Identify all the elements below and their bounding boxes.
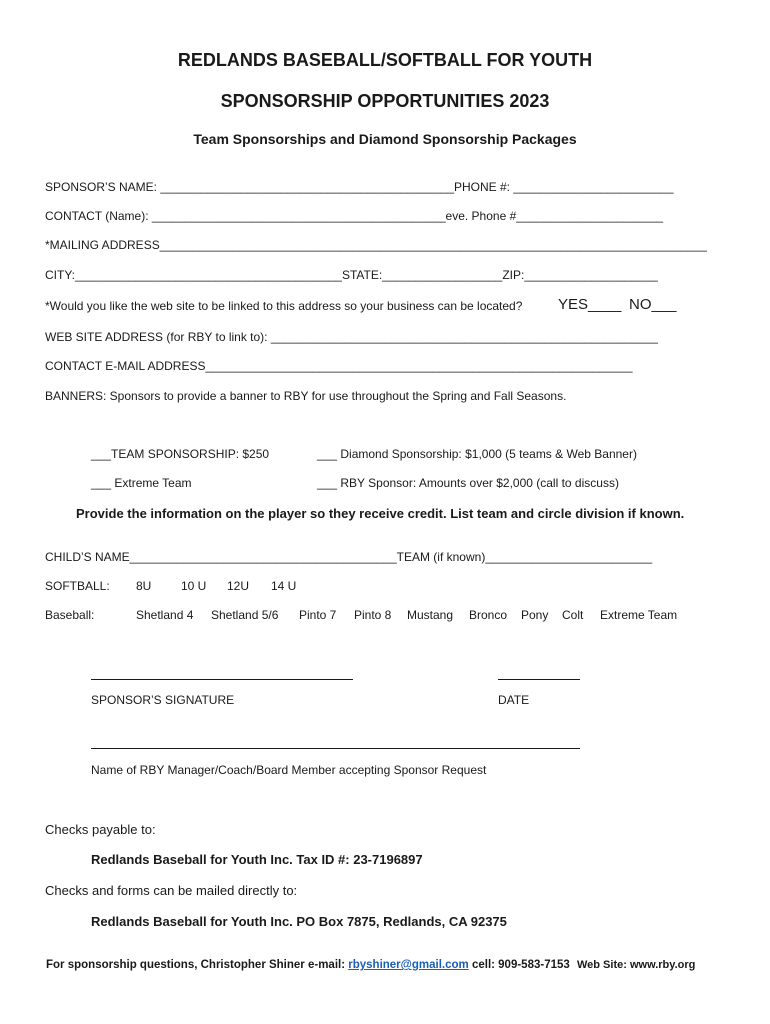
yes-option[interactable]: YES____ (558, 296, 622, 313)
mail-note: Checks and forms can be mailed directly to: (45, 883, 298, 898)
softball-division[interactable]: 12U (227, 579, 250, 593)
softball-division[interactable]: 10 U (181, 579, 207, 593)
rby-sponsor-option[interactable]: ___ RBY Sponsor: Amounts over $2,000 (call to discuss) (317, 476, 619, 490)
player-instructions: Provide the information on the player so they receive credit. List team and circle division if known. (76, 506, 685, 521)
website-address-field[interactable]: WEB SITE ADDRESS (for RBY to link to): __________________________________________________________ (45, 330, 658, 344)
footer-website: Web Site: www.rby.org (576, 959, 696, 971)
city-state-zip-field[interactable]: CITY:________________________________________STATE:__________________ZIP:____________________ (45, 268, 658, 282)
child-name-field[interactable]: CHILD’S NAME________________________________________TEAM (if known)_________________________ (45, 550, 653, 564)
banners-note: BANNERS: Sponsors to provide a banner to RBY for use throughout the Spring and Fall Seasons. (45, 389, 567, 403)
baseball-division[interactable]: Bronco (469, 608, 508, 622)
manager-name-line[interactable] (91, 748, 580, 749)
baseball-division[interactable]: Shetland 4 (136, 608, 194, 622)
baseball-division[interactable]: Colt (562, 608, 584, 622)
softball-division[interactable]: 8U (136, 579, 152, 593)
mailing-address: Redlands Baseball for Youth Inc. PO Box 7875, Redlands, CA 92375 (91, 914, 507, 929)
footer-questions (46, 959, 695, 971)
date-label: DATE (498, 693, 530, 707)
manager-name-label: Name of RBY Manager/Coach/Board Member accepting Sponsor Request (91, 763, 487, 777)
baseball-division[interactable]: Pony (521, 608, 549, 622)
checks-payable-label: Checks payable to: (45, 822, 156, 837)
baseball-label: Baseball: (45, 608, 95, 622)
footer-cell: cell: 909-583-7153 (471, 959, 570, 971)
no-option[interactable]: NO___ (629, 296, 677, 313)
diamond-sponsorship-option[interactable]: ___ Diamond Sponsorship: $1,000 (5 teams & Web Banner) (317, 447, 637, 461)
footer-questions-text: For sponsorship questions, Christopher Shiner e-mail: (46, 959, 346, 971)
email-link[interactable]: rbyshiner@gmail.com (348, 959, 469, 971)
contact-field[interactable]: CONTACT (Name): ____________________________________________eve. Phone #______________________ (45, 209, 664, 223)
baseball-division[interactable]: Mustang (407, 608, 454, 622)
payee: Redlands Baseball for Youth Inc. Tax ID #: 23-7196897 (91, 852, 423, 867)
baseball-division[interactable]: Pinto 8 (354, 608, 392, 622)
title-line-2: SPONSORSHIP OPPORTUNITIES 2023 (220, 91, 550, 111)
softball-label: SOFTBALL: (45, 579, 110, 593)
softball-division[interactable]: 14 U (271, 579, 297, 593)
date-line[interactable] (498, 679, 580, 680)
subtitle: Team Sponsorships and Diamond Sponsorship Packages (193, 131, 577, 147)
mailing-address-field[interactable]: *MAILING ADDRESS__________________________________________________________________________________ (45, 238, 707, 252)
website-link-question: *Would you like the web site to be linked to this address so your business can be located? (45, 299, 523, 313)
baseball-division[interactable]: Shetland 5/6 (211, 608, 279, 622)
extreme-team-option[interactable]: ___ Extreme Team (91, 476, 192, 490)
sponsor-name-field[interactable]: SPONSOR’S NAME: ____________________________________________PHONE #: ________________________ (45, 180, 674, 194)
sponsor-signature-label: SPONSOR’S SIGNATURE (91, 693, 235, 707)
baseball-division[interactable]: Pinto 7 (299, 608, 337, 622)
title-line-1: REDLANDS BASEBALL/SOFTBALL FOR YOUTH (177, 50, 593, 70)
contact-email-field[interactable]: CONTACT E-MAIL ADDRESS________________________________________________________________ (45, 359, 633, 373)
sponsor-signature-line[interactable] (91, 679, 353, 680)
team-sponsorship-option[interactable]: ___TEAM SPONSORSHIP: $250 (91, 447, 270, 461)
baseball-division[interactable]: Extreme Team (600, 608, 678, 622)
